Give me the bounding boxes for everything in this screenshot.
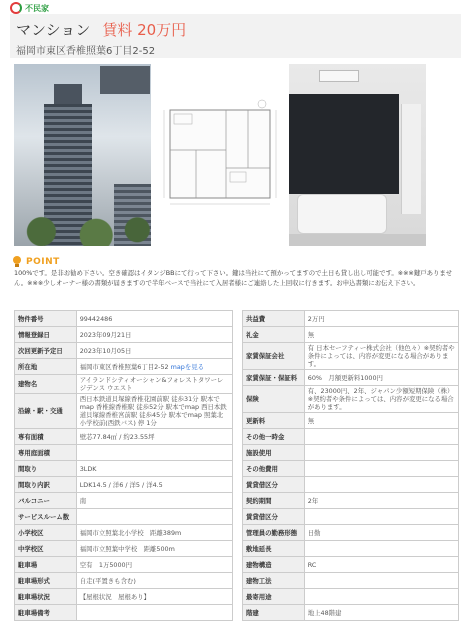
spec-key: 情報登録日 [15, 327, 77, 343]
spec-row [15, 359, 233, 375]
spec-value-text: 空有 1万5000円 [79, 560, 133, 569]
spec-key: 駐車場形式 [15, 573, 77, 589]
spec-key: 駐車場状況 [15, 589, 77, 605]
spec-row [243, 461, 459, 477]
spec-value [304, 386, 458, 413]
point-heading [12, 256, 60, 268]
spec-value-text: 有、23000円、2年、ジャパン少額短期保険（株）※契約者や条件によっては、内容が変更になる場合があります。 [307, 387, 454, 411]
spec-value [76, 375, 232, 394]
spec-value [304, 327, 458, 343]
spec-key: 賃貸借区分 [243, 477, 305, 493]
spec-key: 小学校区 [15, 525, 77, 541]
spec-key: 物件番号 [15, 311, 77, 327]
point-label: POINT [26, 257, 60, 267]
spec-value [304, 445, 458, 461]
spec-row [15, 541, 233, 557]
spec-key: バルコニー [15, 493, 77, 509]
spec-value [76, 589, 232, 605]
spec-row [243, 311, 459, 327]
spec-value-text: RC [307, 560, 317, 569]
spec-key: 家賃保証・保証料 [243, 370, 305, 386]
spec-row [15, 605, 233, 621]
spec-row [243, 589, 459, 605]
spec-row [243, 477, 459, 493]
spec-value-text: アイランドシティオーシャン&フォレストタワーレジデンス ウエスト [79, 376, 224, 392]
spec-value [304, 413, 458, 429]
spec-row [15, 525, 233, 541]
spec-row [15, 375, 233, 394]
spec-value [304, 605, 458, 621]
bathroom-photo-floor [289, 234, 426, 246]
spec-value [76, 541, 232, 557]
spec-key: 所在地 [15, 359, 77, 375]
spec-value-text: 無 [307, 330, 315, 339]
spec-key: 間取り [15, 461, 77, 477]
spec-value [76, 429, 232, 445]
spec-row [15, 557, 233, 573]
spec-key: 管理員の勤務形態 [243, 525, 305, 541]
spec-key: 間取り内訳 [15, 477, 77, 493]
spec-key: 礼金 [243, 327, 305, 343]
point-description: 100%です。是非お勧め下さい。空き確認はイタンジBBにて行って下さい。鍵は当社にて預かってますので土日も貸し出し可能です。※※※鍵戸ありません。※※※少しオーナー様の書類が届きますので半年ベースで当社にて入居者様にご連絡した上回収に行きます。お申込書類にお伝え下さい。 [14, 269, 453, 287]
spec-value [76, 359, 232, 375]
spec-row [15, 394, 233, 429]
spec-key: その他一時金 [243, 429, 305, 445]
bathroom-photo-tub [297, 194, 387, 234]
spec-row [15, 343, 233, 359]
spec-value [76, 477, 232, 493]
property-spec-table-left [14, 310, 233, 621]
spec-key: 家賃保証会社 [243, 343, 305, 370]
spec-row [243, 429, 459, 445]
property-type: マンション [16, 21, 91, 39]
spec-value-text: 西日本鉄道貝塚線香椎花園前駅 徒歩31分 駅本でmap 香椎線香椎駅 徒歩52分 駅本でmap 西日本鉄道貝塚線香椎宮前駅 徒歩45分 駅本でmap 照葉北小学校前(西鉄バス) 停 1分 [79, 395, 227, 427]
site-logo[interactable] [10, 1, 70, 15]
spec-row [15, 445, 233, 461]
spec-row [243, 605, 459, 621]
spec-value-text: 有 日本セーフティー株式会社（他色々）※契約者や条件によっては、内容が変更になる場合があります。 [307, 344, 455, 368]
spec-value [304, 541, 458, 557]
spec-row [15, 573, 233, 589]
spec-value-text: 60% 月額更新料1000円 [307, 373, 383, 382]
bathroom-photo-panel [401, 104, 421, 214]
spec-row [15, 327, 233, 343]
spec-value [304, 557, 458, 573]
spec-value [76, 509, 232, 525]
spec-row [243, 445, 459, 461]
spec-value [304, 343, 458, 370]
spec-row [15, 461, 233, 477]
spec-key: 専有面積 [15, 429, 77, 445]
spec-key: 次回更新予定日 [15, 343, 77, 359]
spec-value-text: 地上48階建 [307, 608, 342, 617]
spec-key: 駐車場 [15, 557, 77, 573]
spec-value [76, 311, 232, 327]
spec-row [243, 370, 459, 386]
spec-key: その他費用 [243, 461, 305, 477]
spec-row [15, 429, 233, 445]
spec-key: 最寄用途 [243, 589, 305, 605]
logo-mark-icon [10, 2, 22, 14]
spec-value [304, 311, 458, 327]
spec-value-text: 99442486 [79, 314, 113, 323]
spec-value [304, 429, 458, 445]
spec-key: 建物工法 [243, 573, 305, 589]
rent-price: 賃料 20万円 [102, 21, 187, 39]
spec-row [243, 541, 459, 557]
spec-key: 施設使用 [243, 445, 305, 461]
spec-value-text: 【屋根状況 屋根あり】 [79, 592, 151, 601]
bathroom-photo[interactable] [289, 64, 426, 246]
spec-key: 更新料 [243, 413, 305, 429]
spec-value [304, 477, 458, 493]
building-photo-crown [54, 84, 82, 106]
spec-row [243, 557, 459, 573]
floorplan-drawing [156, 64, 284, 246]
property-spec-table-right [242, 310, 459, 621]
spec-row [15, 589, 233, 605]
spec-value [304, 493, 458, 509]
spec-value-text: 無 [307, 416, 315, 425]
spec-key: 駐車場備考 [15, 605, 77, 621]
spec-key: 階建 [243, 605, 305, 621]
spec-value-text: 2023年09月21日 [79, 330, 132, 339]
spec-value [304, 509, 458, 525]
spec-row [243, 493, 459, 509]
spec-value-text: 福岡市立照葉北小学校 距離389m [79, 528, 182, 537]
spec-value-text: 自走(平置きも含む) [79, 576, 136, 585]
spec-key: 建物構造 [243, 557, 305, 573]
bathroom-photo-vent [319, 70, 359, 82]
spec-value [304, 461, 458, 477]
spec-row [243, 525, 459, 541]
spec-key: 専用庭面積 [15, 445, 77, 461]
spec-row [15, 509, 233, 525]
lightbulb-icon [12, 256, 22, 268]
spec-row [243, 327, 459, 343]
spec-value [304, 573, 458, 589]
spec-row [243, 413, 459, 429]
spec-value-text: 福岡市立照葉中学校 距離500m [79, 544, 175, 553]
spec-value-text: 福岡市東区香椎照葉6丁目2-52 [79, 362, 169, 371]
spec-value [76, 327, 232, 343]
building-photo[interactable] [14, 64, 151, 246]
map-link[interactable]: mapを見る [170, 362, 205, 371]
spec-value [304, 525, 458, 541]
spec-row [243, 386, 459, 413]
spec-value [76, 343, 232, 359]
building-photo-neighbor [100, 66, 150, 94]
spec-value-text: LDK14.5 / 洋6 / 洋5 / 洋4.5 [79, 480, 163, 489]
spec-value-text: 日勤 [307, 528, 321, 537]
spec-value-text: 壁芯77.84㎡ / 約23.55坪 [79, 432, 155, 441]
spec-value [76, 394, 232, 429]
spec-value-text: 3LDK [79, 464, 97, 473]
spec-value-text: 南 [79, 496, 87, 505]
property-header [10, 14, 461, 58]
spec-value [76, 605, 232, 621]
spec-key: 賃貸借区分 [243, 509, 305, 525]
spec-value [304, 370, 458, 386]
spec-key: 中学校区 [15, 541, 77, 557]
spec-value [76, 461, 232, 477]
building-photo-trees [14, 210, 151, 246]
spec-row [15, 311, 233, 327]
spec-row [15, 493, 233, 509]
property-address: 福岡市東区香椎照葉6丁目2-52 [16, 46, 156, 57]
spec-key: 敷地延長 [243, 541, 305, 557]
spec-row [243, 509, 459, 525]
spec-row [15, 477, 233, 493]
bathroom-photo-accent-wall [289, 94, 399, 194]
spec-key: 沿線・駅・交通 [15, 394, 77, 429]
spec-row [243, 573, 459, 589]
spec-key: サービスルーム数 [15, 509, 77, 525]
logo-text: 不民家 [25, 3, 49, 13]
floorplan-image[interactable] [156, 64, 284, 246]
spec-value [76, 573, 232, 589]
spec-row [243, 343, 459, 370]
spec-value [304, 589, 458, 605]
spec-value [76, 557, 232, 573]
spec-value-text: 2023年10月05日 [79, 346, 132, 355]
spec-value-text: 2万円 [307, 314, 325, 323]
spec-key: 契約期間 [243, 493, 305, 509]
spec-key: 保険 [243, 386, 305, 413]
spec-value [76, 493, 232, 509]
spec-key: 建物名 [15, 375, 77, 394]
spec-value-text: 2年 [307, 496, 319, 505]
spec-value [76, 445, 232, 461]
spec-key: 共益費 [243, 311, 305, 327]
spec-value [76, 525, 232, 541]
